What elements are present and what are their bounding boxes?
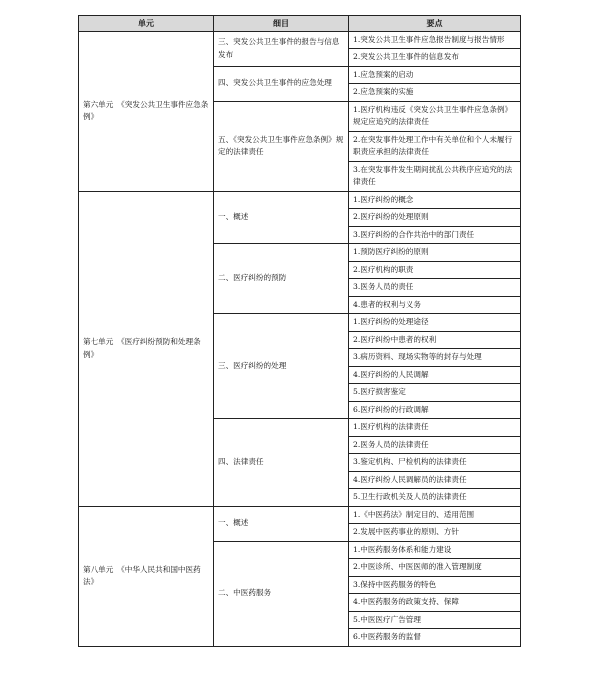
point-cell: 3.保持中医药服务的特色 — [349, 576, 521, 594]
topic-cell: 三、医疗纠纷的处理 — [214, 314, 349, 419]
point-cell: 2.医疗机构的职责 — [349, 261, 521, 279]
point-cell: 2.发展中医药事业的原则、方针 — [349, 524, 521, 542]
point-cell: 5.医疗损害鉴定 — [349, 384, 521, 402]
point-cell: 2.医疗纠纷中患者的权利 — [349, 331, 521, 349]
point-cell: 2.医务人员的法律责任 — [349, 436, 521, 454]
point-cell: 6.医疗纠纷的行政调解 — [349, 401, 521, 419]
point-cell: 6.中医药服务的监督 — [349, 629, 521, 647]
point-cell: 3.医疗纠纷的合作共治中的部门责任 — [349, 226, 521, 244]
point-cell: 5.中医医疗广告管理 — [349, 611, 521, 629]
point-cell: 1.应急预案的启动 — [349, 66, 521, 84]
point-cell: 1.医疗机构违反《突发公共卫生事件应急条例》规定应追究的法律责任 — [349, 101, 521, 131]
table-row — [79, 31, 521, 49]
header-row — [79, 16, 521, 32]
table-row — [79, 506, 521, 524]
syllabus-table — [78, 15, 521, 647]
point-cell: 1.医疗纠纷的处理途径 — [349, 314, 521, 332]
header-points: 要点 — [349, 16, 521, 32]
unit-cell: 第六单元 《突发公共卫生事件应急条例》 — [79, 31, 214, 191]
point-cell: 1.医疗纠纷的概念 — [349, 191, 521, 209]
point-cell: 2.突发公共卫生事件的信息发布 — [349, 49, 521, 67]
unit-cell: 第七单元 《医疗纠纷预防和处理条例》 — [79, 191, 214, 506]
point-cell: 1.《中医药法》制定目的、适用范围 — [349, 506, 521, 524]
point-cell: 3.医务人员的责任 — [349, 279, 521, 297]
point-cell: 2.中医诊所、中医医师的准入管理制度 — [349, 559, 521, 577]
point-cell: 4.中医药服务的政策支持、保障 — [349, 594, 521, 612]
topic-cell: 四、突发公共卫生事件的应急处理 — [214, 66, 349, 101]
point-cell: 1.预防医疗纠纷的原则 — [349, 244, 521, 262]
topic-cell: 四、法律责任 — [214, 419, 349, 507]
point-cell: 2.应急预案的实施 — [349, 84, 521, 102]
topic-cell: 三、突发公共卫生事件的报告与信息发布 — [214, 31, 349, 66]
topic-cell: 五、《突发公共卫生事件应急条例》规定的法律责任 — [214, 101, 349, 191]
point-cell: 4.医疗纠纷人民调解员的法律责任 — [349, 471, 521, 489]
header-topic: 细目 — [214, 16, 349, 32]
topic-cell: 二、医疗纠纷的预防 — [214, 244, 349, 314]
point-cell: 1.突发公共卫生事件应急报告制度与报告情形 — [349, 31, 521, 49]
point-cell: 5.卫生行政机关及人员的法律责任 — [349, 489, 521, 507]
point-cell: 4.医疗纠纷的人民调解 — [349, 366, 521, 384]
unit-cell: 第八单元 《中华人民共和国中医药法》 — [79, 506, 214, 646]
point-cell: 2.医疗纠纷的处理原则 — [349, 209, 521, 227]
point-cell: 1.中医药服务体系和能力建设 — [349, 541, 521, 559]
topic-cell: 一、概述 — [214, 506, 349, 541]
topic-cell: 一、概述 — [214, 191, 349, 244]
point-cell: 3.鉴定机构、尸检机构的法律责任 — [349, 454, 521, 472]
point-cell: 4.患者的权利与义务 — [349, 296, 521, 314]
table-row — [79, 191, 521, 209]
point-cell: 1.医疗机构的法律责任 — [349, 419, 521, 437]
header-unit: 单元 — [79, 16, 214, 32]
point-cell: 3.在突发事件发生期间扰乱公共秩序应追究的法律责任 — [349, 161, 521, 191]
topic-cell: 二、中医药服务 — [214, 541, 349, 646]
point-cell: 2.在突发事件处理工作中有关单位和个人未履行职责应承担的法律责任 — [349, 131, 521, 161]
point-cell: 3.病历资料、现场实物等的封存与处理 — [349, 349, 521, 367]
